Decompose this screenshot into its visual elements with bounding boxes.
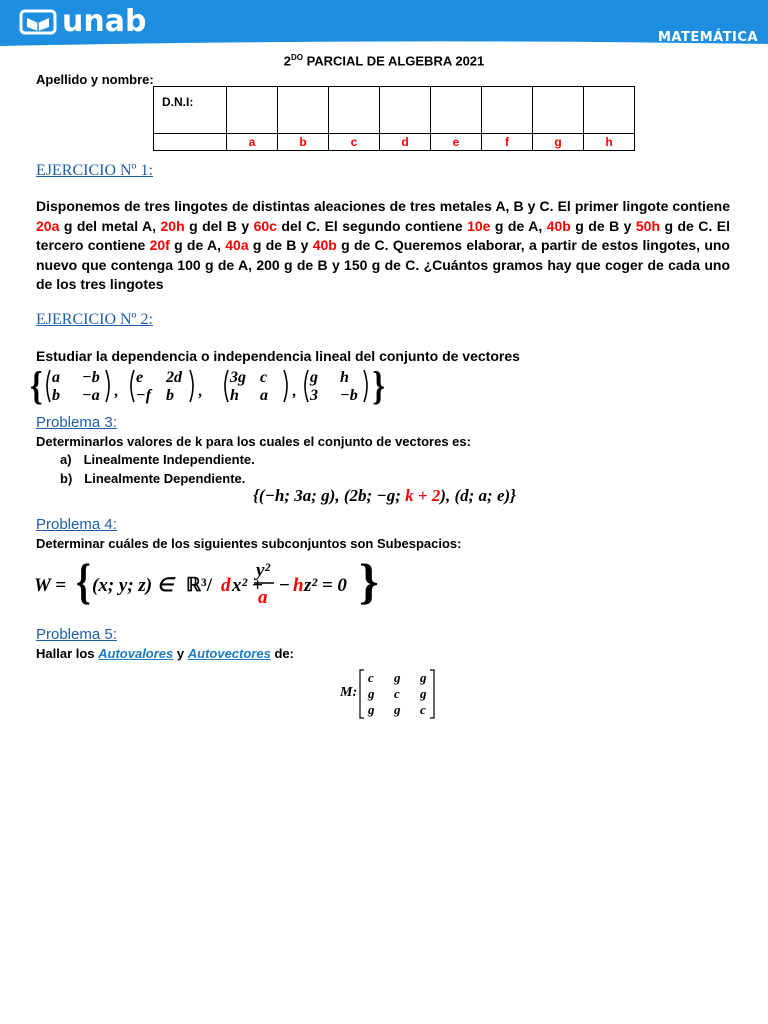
dni-empty-cell bbox=[154, 134, 227, 151]
item-marker: b) bbox=[60, 471, 73, 486]
set-close-brace: } bbox=[372, 363, 386, 408]
matrix-m bbox=[358, 668, 438, 720]
matrix-m-entry: g bbox=[368, 702, 375, 717]
paren-right bbox=[190, 370, 193, 402]
formula-a: a bbox=[258, 587, 268, 608]
formula-h: h bbox=[293, 575, 304, 596]
p5-text: y bbox=[173, 646, 188, 661]
dni-letter: e bbox=[431, 134, 482, 151]
matrix-entry: a bbox=[52, 369, 60, 386]
dni-cell[interactable] bbox=[431, 87, 482, 134]
vector-matrix bbox=[47, 369, 118, 404]
vector-matrix bbox=[305, 369, 367, 404]
dni-cell[interactable] bbox=[584, 87, 635, 134]
header-swoosh bbox=[0, 40, 768, 48]
problem-3-item-b bbox=[60, 471, 245, 486]
exercise-1-heading: EJERCICIO Nº 1: bbox=[36, 162, 153, 179]
matrix-entry: g bbox=[310, 369, 318, 386]
autovalores-link[interactable]: Autovalores bbox=[98, 646, 174, 661]
header-bar bbox=[0, 0, 768, 48]
book-logo-icon bbox=[20, 8, 56, 36]
matrix-m-entry: g bbox=[368, 686, 375, 701]
text-segment: g de B y bbox=[248, 237, 313, 253]
formula-minus: − bbox=[279, 575, 290, 596]
red-variable: 50h bbox=[635, 217, 661, 234]
matrix-m-entry: g bbox=[420, 670, 427, 685]
text-segment: g de B y bbox=[570, 217, 636, 234]
matrix-m-entry: g bbox=[420, 686, 427, 701]
vector-matrix bbox=[131, 369, 202, 404]
subject-label: MATEMÁTICA bbox=[657, 30, 758, 45]
dni-letter: c bbox=[329, 134, 380, 151]
matrix-entry: 2d bbox=[166, 369, 182, 386]
formula-z2: z² = 0 bbox=[304, 575, 347, 596]
matrix-entry: c bbox=[260, 369, 268, 386]
dni-letter: g bbox=[533, 134, 584, 151]
matrix-entry: b bbox=[166, 387, 174, 404]
problem-3-heading: Problema 3: bbox=[36, 414, 117, 431]
dni-letter: d bbox=[380, 134, 431, 151]
vector-set-k bbox=[253, 486, 516, 506]
formula-W: W = bbox=[34, 575, 67, 596]
exercise-1-text bbox=[36, 197, 730, 295]
matrix-bracket-left bbox=[360, 670, 364, 718]
dni-cell[interactable] bbox=[329, 87, 380, 134]
problem-3-item-a bbox=[60, 452, 255, 467]
formula-x2: x² + bbox=[232, 575, 263, 596]
formula-brace-close: } bbox=[359, 553, 379, 609]
formula-vars: (x; y; z) ∈ bbox=[92, 575, 174, 596]
matrix-entry: h bbox=[230, 387, 239, 404]
matrix-m-entry: g bbox=[394, 702, 401, 717]
set-k-part: k + 2 bbox=[405, 486, 441, 505]
comma: , bbox=[114, 383, 118, 400]
dni-cell[interactable] bbox=[380, 87, 431, 134]
matrix-entry: a bbox=[260, 387, 268, 404]
paren-left bbox=[225, 370, 228, 402]
text-segment: g de C. Queremos elaborar, a partir de estos lingotes, uno nuevo que contenga 100 g de A, 200 g de B y 150 g de C. ¿Cuántos gramos hay que coger de cada uno de los tres lingotes bbox=[36, 237, 730, 292]
matrix-entry: −b bbox=[82, 369, 100, 386]
red-variable: 40b bbox=[546, 217, 571, 234]
matrix-m-entry: c bbox=[394, 686, 400, 701]
dni-letter: b bbox=[278, 134, 329, 151]
matrix-m-entry: g bbox=[394, 670, 401, 685]
title-sup: DO bbox=[290, 53, 303, 62]
exercise-2-heading: EJERCICIO Nº 2: bbox=[36, 311, 153, 328]
red-variable: 20f bbox=[149, 237, 170, 253]
text-segment: g del B y bbox=[184, 217, 254, 234]
problem-5-heading: Problema 5: bbox=[36, 626, 117, 643]
text-segment: g de A, bbox=[490, 217, 547, 234]
set-part: {(−h; 3a; g), (2b; −g; bbox=[253, 486, 406, 505]
p5-text: de: bbox=[270, 646, 294, 661]
dni-cell[interactable] bbox=[278, 87, 329, 134]
matrix-label: M: bbox=[340, 685, 358, 700]
formula-d: d bbox=[221, 575, 231, 596]
vector-matrix bbox=[225, 369, 296, 404]
vector-set bbox=[30, 363, 390, 408]
comma: , bbox=[292, 383, 296, 400]
matrix-entry: h bbox=[340, 369, 349, 386]
matrix-entry: 3g bbox=[230, 369, 246, 386]
paren-right bbox=[106, 370, 109, 402]
subspace-formula bbox=[34, 553, 379, 612]
exam-title bbox=[0, 53, 768, 68]
paren-right bbox=[284, 370, 287, 402]
matrix-m-entry: c bbox=[368, 670, 374, 685]
exercise-2-text: Estudiar la dependencia o independencia lineal del conjunto de vectores bbox=[36, 348, 520, 364]
matrix-m-entry: c bbox=[420, 702, 426, 717]
red-variable: 40b bbox=[312, 237, 337, 253]
dni-label: D.N.I: bbox=[154, 87, 227, 134]
problem-3-text: Determinarlos valores de k para los cuales el conjunto de vectores es: bbox=[36, 434, 471, 449]
name-label: Apellido y nombre: bbox=[36, 72, 154, 87]
paren-left bbox=[305, 370, 308, 402]
dni-letter: f bbox=[482, 134, 533, 151]
dni-letter: h bbox=[584, 134, 635, 151]
paren-left bbox=[47, 370, 50, 402]
text-segment: g de C. El tercero contiene bbox=[36, 217, 730, 253]
text-segment: del C. El segundo contiene bbox=[276, 217, 468, 234]
set-part: ), (d; a; e)} bbox=[440, 486, 517, 505]
formula-brace-open: { bbox=[76, 553, 91, 610]
dni-cell[interactable] bbox=[533, 87, 584, 134]
item-marker: a) bbox=[60, 452, 72, 467]
text-segment: g del metal A, bbox=[59, 217, 161, 234]
item-text: Linealmente Dependiente. bbox=[84, 471, 246, 486]
text-segment: Disponemos de tres lingotes de distintas aleaciones de tres metales A, B y C. El primer lingote contiene bbox=[36, 198, 730, 214]
matrix-entry: −b bbox=[340, 387, 358, 404]
text-segment: g de A, bbox=[169, 237, 226, 253]
problem-4-heading: Problema 4: bbox=[36, 516, 117, 533]
problem-4-text: Determinar cuáles de los siguientes subconjuntos son Subespacios: bbox=[36, 536, 462, 551]
p5-text: Hallar los bbox=[36, 646, 99, 661]
title-text: PARCIAL DE ALGEBRA 2021 bbox=[302, 53, 485, 69]
problem-5-text bbox=[36, 646, 294, 661]
formula-y2: y² bbox=[256, 560, 271, 581]
paren-right bbox=[364, 370, 367, 402]
red-variable: 20a bbox=[36, 217, 60, 234]
red-variable: 10e bbox=[467, 217, 491, 234]
dni-cell[interactable] bbox=[482, 87, 533, 134]
item-text: Linealmente Independiente. bbox=[83, 452, 255, 467]
autovectores-link[interactable]: Autovectores bbox=[187, 646, 271, 661]
logo-text: unab bbox=[62, 4, 147, 39]
set-open-brace: { bbox=[30, 363, 43, 408]
matrix-entry: −f bbox=[136, 387, 152, 404]
formula-R3: ℝ³/ bbox=[186, 575, 213, 596]
matrix-entry: b bbox=[52, 387, 60, 404]
red-variable: 20h bbox=[160, 217, 185, 234]
dni-cell[interactable] bbox=[227, 87, 278, 134]
dni-table bbox=[153, 86, 635, 151]
comma: , bbox=[198, 383, 202, 400]
title-number: 2 bbox=[283, 53, 291, 69]
matrix-bracket-right bbox=[430, 670, 434, 718]
red-variable: 60c bbox=[253, 217, 277, 234]
dni-letter: a bbox=[227, 134, 278, 151]
matrix-entry: −a bbox=[82, 387, 100, 404]
red-variable: 40a bbox=[225, 237, 249, 253]
unab-logo bbox=[20, 4, 147, 39]
paren-left bbox=[131, 370, 134, 402]
matrix-entry: e bbox=[136, 369, 144, 386]
matrix-entry: 3 bbox=[310, 387, 318, 404]
